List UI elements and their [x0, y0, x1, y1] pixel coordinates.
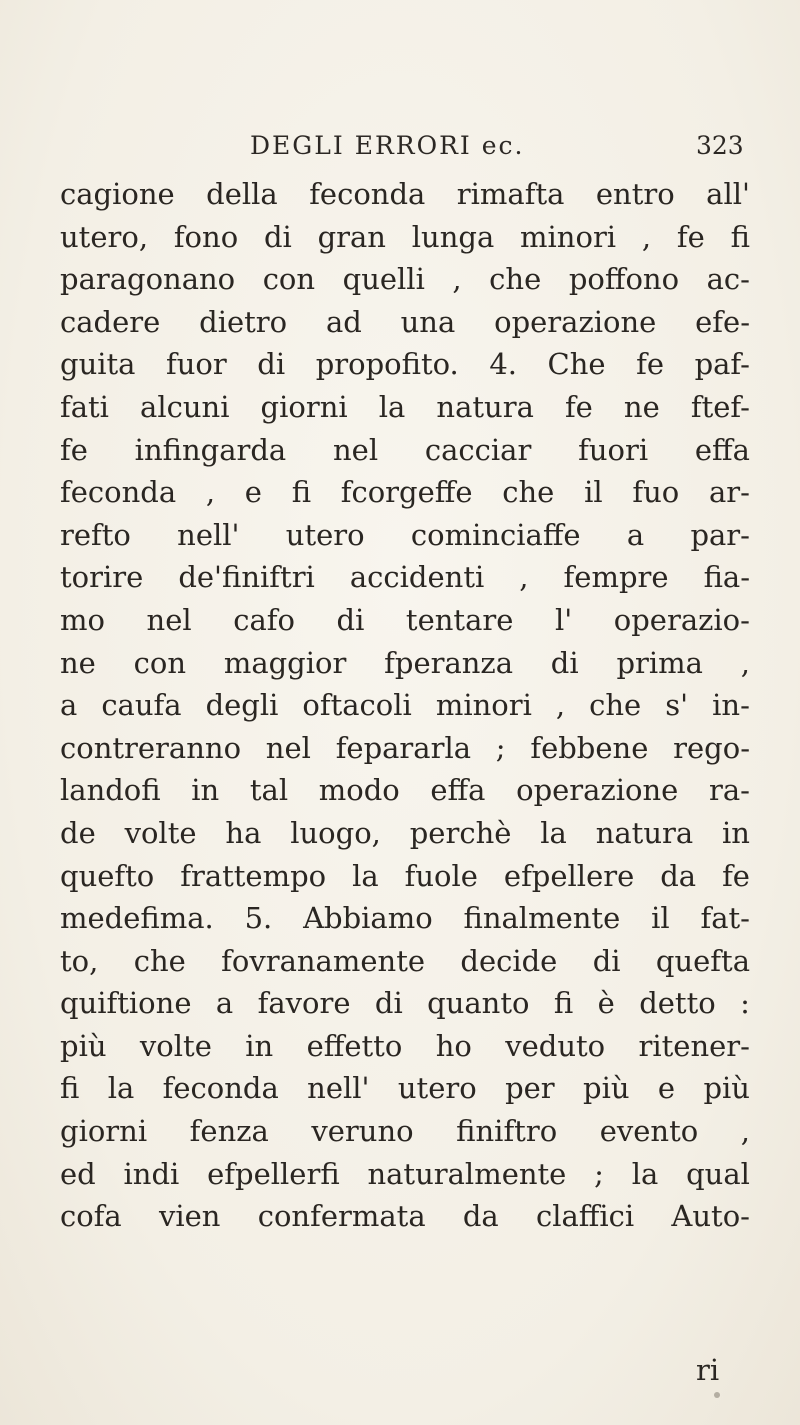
word: perchè — [409, 815, 512, 850]
word: fi — [553, 986, 574, 1021]
text-line — [60, 173, 750, 216]
word: 5. — [244, 901, 273, 936]
word: , — [452, 262, 462, 297]
word: ac- — [706, 262, 750, 297]
word: ftef- — [690, 389, 750, 424]
word: rego- — [673, 730, 750, 765]
word: finiftro — [456, 1114, 558, 1149]
word: di — [336, 602, 365, 637]
word: in — [191, 773, 220, 808]
word: paf- — [694, 347, 750, 382]
text-line — [60, 343, 750, 386]
word: febbene — [530, 730, 649, 765]
word: feconda — [60, 475, 177, 510]
word: fi — [730, 219, 750, 254]
text-line — [60, 429, 750, 472]
text-line — [60, 1025, 750, 1068]
word: feconda — [309, 177, 426, 211]
word: più — [703, 1071, 750, 1106]
word: di — [592, 943, 621, 978]
text-line — [60, 514, 750, 557]
catchword: ri — [696, 1353, 720, 1387]
word: nell' — [307, 1071, 370, 1106]
word: in — [245, 1028, 274, 1063]
word: fi — [60, 1071, 80, 1106]
text-line — [60, 684, 750, 727]
word: refto — [60, 517, 131, 552]
word: contreranno — [60, 730, 242, 765]
word: frattempo — [180, 858, 327, 893]
word: cafo — [233, 602, 295, 637]
word: fi — [291, 475, 312, 510]
text-line — [60, 982, 750, 1025]
text-line — [60, 897, 750, 940]
word: nel — [332, 432, 379, 467]
word: a — [626, 517, 645, 552]
word: di — [263, 219, 292, 254]
text-line — [60, 301, 750, 344]
text-line — [60, 471, 750, 514]
word: quefto — [60, 858, 155, 893]
word: dietro — [199, 304, 288, 339]
word: effa — [694, 432, 750, 467]
word: efpellere — [503, 858, 635, 893]
word: gran — [317, 219, 386, 254]
word: rimafta — [456, 177, 565, 211]
word: fperanza — [384, 645, 513, 680]
word: prima — [616, 645, 703, 680]
word: fe — [564, 389, 593, 424]
word: , — [641, 219, 652, 254]
text-line — [60, 727, 750, 770]
body-text — [60, 173, 750, 1238]
word: efe- — [695, 304, 750, 339]
word: e — [657, 1071, 676, 1106]
word: nel — [146, 602, 192, 637]
word: che — [589, 688, 642, 723]
word: naturalmente — [367, 1156, 567, 1191]
word: , — [555, 688, 566, 723]
word: maggior — [223, 645, 347, 680]
word: da — [660, 858, 697, 893]
text-line — [60, 642, 750, 685]
word: ; — [594, 1156, 604, 1191]
word: de'finiftri — [178, 560, 315, 595]
word: con — [133, 645, 187, 680]
word: fati — [60, 389, 109, 424]
word: più — [60, 1028, 107, 1063]
word: ed — [60, 1156, 96, 1191]
word: tentare — [405, 602, 514, 637]
word: minori — [520, 219, 617, 254]
text-line — [60, 1153, 750, 1196]
word: a — [215, 986, 234, 1021]
word: la — [107, 1071, 135, 1106]
word: s' — [665, 688, 689, 723]
word: , — [740, 1114, 750, 1149]
word: Abbiamo — [303, 901, 433, 936]
word: in- — [712, 688, 750, 723]
word: fempre — [563, 560, 669, 595]
word: per — [505, 1071, 555, 1106]
word: cadere — [60, 304, 161, 339]
word: effetto — [306, 1028, 403, 1063]
word: ra- — [708, 773, 750, 808]
word: , — [519, 560, 529, 595]
word: detto — [639, 986, 716, 1021]
word: favore — [257, 986, 351, 1021]
word: a — [60, 688, 78, 723]
word: fuori — [578, 432, 649, 467]
word: guita — [60, 347, 136, 382]
word: di — [257, 347, 286, 382]
word: decide — [460, 943, 558, 978]
word: par- — [690, 517, 750, 552]
word: la — [631, 1156, 659, 1191]
word: ; — [495, 730, 506, 765]
text-line — [60, 812, 750, 855]
word: la — [540, 815, 567, 850]
word: volte — [139, 1028, 212, 1063]
word: utero — [285, 517, 365, 552]
text-line — [60, 216, 750, 259]
word: fovranamente — [221, 943, 426, 978]
word: fe — [60, 432, 88, 467]
word: fe — [636, 347, 665, 382]
text-line — [60, 769, 750, 812]
word: efpellerfi — [207, 1156, 340, 1191]
word: e — [244, 475, 262, 510]
word: oftacoli — [302, 688, 412, 723]
word: all' — [706, 177, 750, 211]
word: in — [722, 815, 750, 850]
word: fuo — [632, 475, 680, 510]
word: fe — [722, 858, 750, 893]
word: fenza — [189, 1114, 269, 1149]
word: degli — [205, 688, 279, 723]
word: giorni — [260, 389, 348, 424]
word: operazione — [494, 304, 657, 339]
word: paragonano — [60, 262, 236, 297]
word: utero, — [60, 219, 149, 254]
word: che — [489, 262, 542, 297]
word: quelli — [342, 262, 425, 297]
word: quiftione — [60, 986, 192, 1021]
word: l' — [554, 602, 573, 637]
word: utero — [397, 1071, 477, 1106]
word: vien — [158, 1199, 221, 1234]
word: entro — [595, 177, 675, 211]
word: nell' — [177, 517, 240, 552]
word: veduto — [505, 1028, 606, 1063]
word: che — [133, 943, 186, 978]
word: il — [651, 901, 670, 936]
word: alcuni — [140, 389, 230, 424]
word: propofito. — [315, 347, 459, 382]
text-line — [60, 258, 750, 301]
word: , — [740, 645, 750, 680]
ink-speck — [714, 1392, 720, 1398]
word: de — [60, 815, 96, 850]
word: fe — [676, 219, 705, 254]
word: indi — [123, 1156, 180, 1191]
word: di — [374, 986, 403, 1021]
word: 4. — [489, 347, 517, 382]
word: cacciar — [424, 432, 532, 467]
word: infingarda — [134, 432, 287, 467]
word: che — [502, 475, 555, 510]
page-number: 323 — [696, 131, 744, 160]
word: fat- — [700, 901, 750, 936]
text-line — [60, 556, 750, 599]
word: nel — [265, 730, 311, 765]
text-line — [60, 386, 750, 429]
word: lunga — [411, 219, 495, 254]
word: claffici — [535, 1199, 635, 1234]
word: della — [206, 177, 278, 211]
word: poffono — [568, 262, 680, 297]
word: ho — [435, 1028, 472, 1063]
word: fepararla — [335, 730, 472, 765]
word: feconda — [162, 1071, 279, 1106]
word: ne — [623, 389, 660, 424]
word: veruno — [311, 1114, 414, 1149]
word: una — [400, 304, 456, 339]
word: natura — [595, 815, 694, 850]
word: Che — [547, 347, 606, 382]
text-line — [60, 1067, 750, 1110]
word: , — [205, 475, 216, 510]
word: cagione — [60, 177, 175, 211]
word: il — [584, 475, 603, 510]
word: confermata — [257, 1199, 426, 1234]
word: medefima. — [60, 901, 214, 936]
word: la — [352, 858, 379, 893]
word: caufa — [101, 688, 182, 723]
word: natura — [436, 389, 534, 424]
word: landofi — [60, 773, 161, 808]
word: volte — [124, 815, 197, 850]
word: evento — [599, 1114, 699, 1149]
text-line — [60, 1195, 750, 1238]
word: modo — [318, 773, 400, 808]
word: luogo, — [290, 815, 381, 850]
word: torire — [60, 560, 144, 595]
word: quanto — [427, 986, 530, 1021]
word: Auto- — [671, 1199, 750, 1234]
word: effa — [430, 773, 486, 808]
word: più — [583, 1071, 630, 1106]
word: ha — [225, 815, 262, 850]
word: fuor — [166, 347, 227, 382]
text-line — [60, 855, 750, 898]
word: fono — [173, 219, 239, 254]
text-line — [60, 1110, 750, 1153]
word: cominciaffe — [410, 517, 581, 552]
word: cofa — [60, 1199, 122, 1234]
word: accidenti — [349, 560, 485, 595]
word: quefta — [655, 943, 750, 978]
word: mo — [60, 602, 105, 637]
word: è — [597, 986, 615, 1021]
word: minori — [435, 688, 532, 723]
text-line — [60, 940, 750, 983]
word: con — [262, 262, 316, 297]
word: tal — [249, 773, 289, 808]
word: ad — [325, 304, 362, 339]
running-title: DEGLI ERRORI ec. — [250, 131, 525, 160]
word: di — [550, 645, 579, 680]
word: ritener- — [638, 1028, 750, 1063]
word: fuole — [404, 858, 478, 893]
word: la — [378, 389, 406, 424]
word: finalmente — [463, 901, 621, 936]
running-head — [0, 126, 800, 166]
word: ar- — [708, 475, 750, 510]
word: ne — [60, 645, 96, 680]
word: fcorgeffe — [340, 475, 473, 510]
word: giorni — [60, 1114, 148, 1149]
word: da — [462, 1199, 499, 1234]
word: to, — [60, 943, 99, 978]
word: fia- — [703, 560, 750, 595]
text-line — [60, 599, 750, 642]
word: operazio- — [613, 602, 750, 637]
word: qual — [686, 1156, 750, 1191]
word: operazione — [516, 773, 679, 808]
word: : — [740, 986, 750, 1021]
